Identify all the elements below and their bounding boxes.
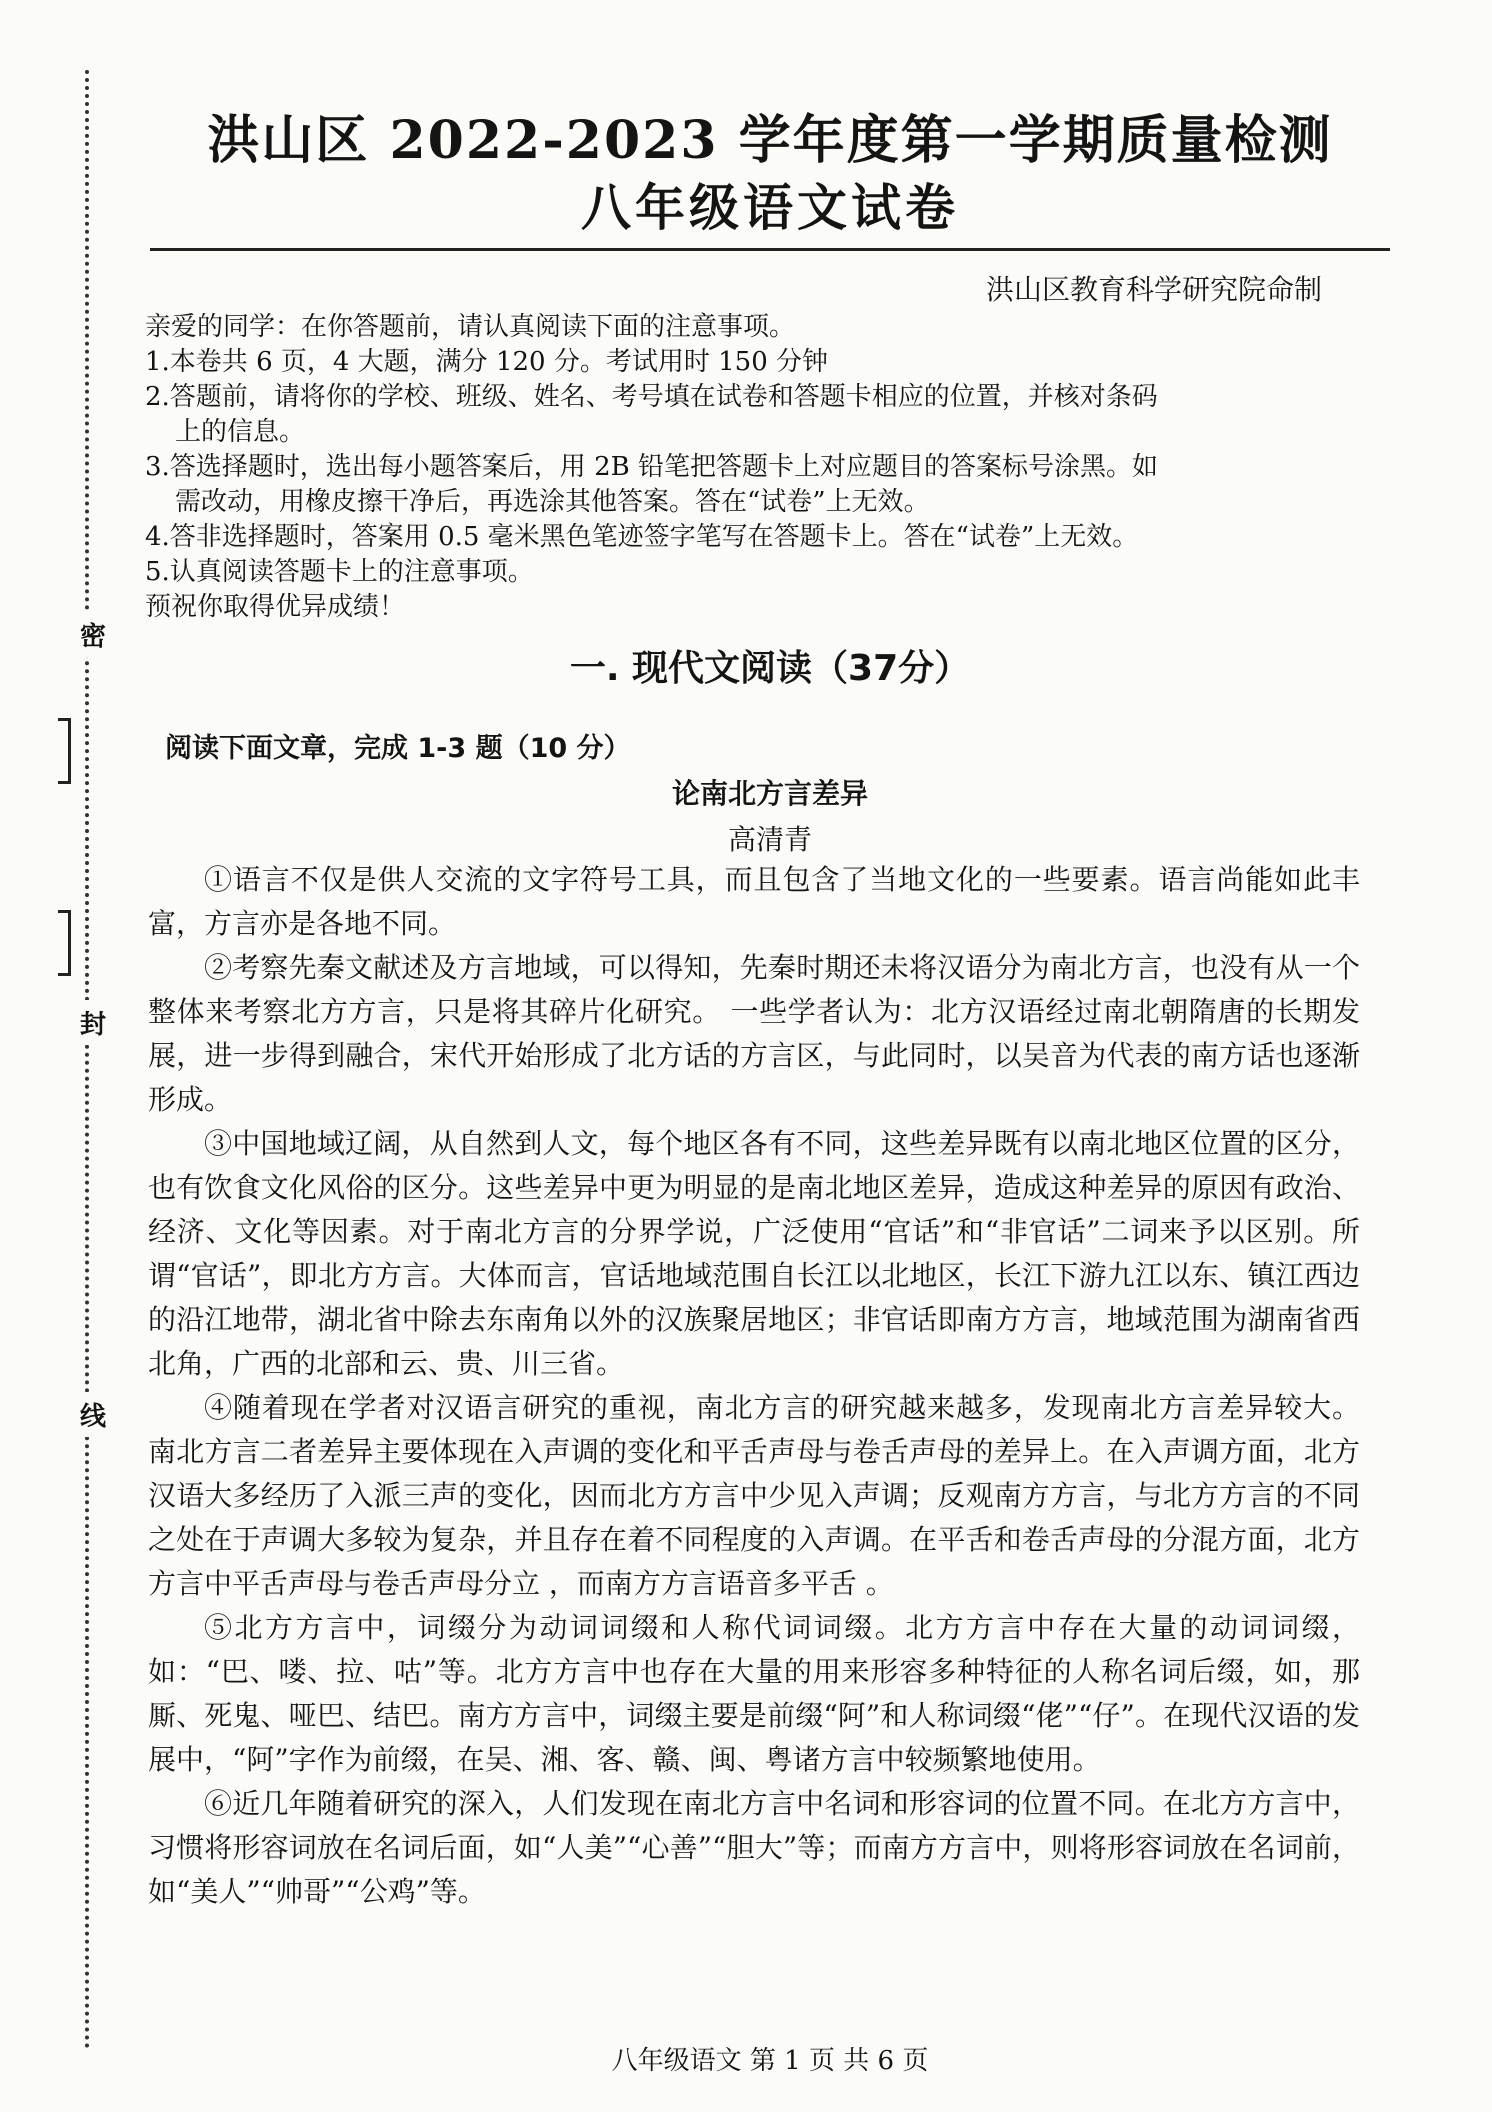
binding-bracket-top [58, 718, 71, 784]
exam-title-line2: 八年级语文试卷 [581, 178, 959, 237]
notice-block [145, 310, 1345, 625]
page-footer: 八年级语文 第 1 页 共 6 页 [611, 2046, 929, 2076]
notice-item: 3.答选择题时，选出每小题答案后，用 2B 铅笔把答题卡上对应题目的答案标号涂黑。如 [145, 452, 1158, 482]
notice-item: 4.答非选择题时，答案用 0.5 毫米黑色笔迹签字笔写在答题卡上。答在“试卷”上无效。 [145, 522, 1139, 552]
paragraph-6: ⑥近几年随着研究的深入，人们发现在南北方言中名词和形容词的位置不同。在北方方言中，习惯将形容词放在名词后面，如“人美”“心善”“胆大”等；而南方方言中，则将形容词放在名词前，如“美人”“帅哥”“公鸡”等。 [148, 1787, 1360, 1908]
title-rule [150, 248, 1390, 251]
article-title: 论南北方言差异 [671, 777, 868, 810]
notice-closing: 预祝你取得优异成绩！ [145, 592, 406, 622]
article-body [148, 858, 1360, 1914]
exam-title-line1: 洪山区 2022-2023 学年度第一学期质量检测 [207, 110, 1333, 171]
notice-item: 1.本卷共 6 页，4 大题，满分 120 分。考试用时 150 分钟 [145, 347, 828, 377]
notice-item: 5.认真阅读答题卡上的注意事项。 [145, 557, 534, 587]
article-author: 高清青 [727, 823, 812, 856]
paragraph-4: ④随着现在学者对汉语言研究的重视，南北方言的研究越来越多，发现南北方言差异较大。 南北方言二者差异主要体现在入声调的变化和平舌声母与卷舌声母的差异上。在入声调方面，北方汉语大多经历了入派三声的变化，因而北方方言中少见入声调；反观南方方言，与北方方言的不同之处在于声调大多较为复杂，并且存在着不同程度的入声调。在平舌和卷舌声母的分混方面，北方方言中平舌声母与卷舌声母分立 ，而南方方言语音多平舌 。 [148, 1391, 1360, 1600]
paragraph-1: ①语言不仅是供人交流的文字符号工具，而且包含了当地文化的一些要素。语言尚能如此丰富，方言亦是各地不同。 [148, 863, 1360, 940]
binding-feng-char: 封 [80, 1000, 106, 1045]
paragraph-5: ⑤北方方言中，词缀分为动词词缀和人称代词词缀。北方方言中存在大量的动词词缀，如：“巴、喽、拉、咕”等。北方方言中也存在大量的用来形容多种特征的人称名词后缀，如，那厮、死鬼、哑巴、结巴。南方方言中，词缀主要是前缀“阿”和人称词缀“佬”“仔”。在现代汉语的发展中，“阿”字作为前缀，在吴、湘、客、赣、闽、粤诸方言中较频繁地使用。 [148, 1611, 1360, 1776]
paragraph-3: ③中国地域辽阔，从自然到人文，每个地区各有不同，这些差异既有以南北地区位置的区分，也有饮食文化风俗的区分。这些差异中更为明显的是南北地区差异，造成这种差异的原因有政治、经济、文化等因素。对于南北方言的分界学说，广泛使用“官话”和“非官话”二词来予以区别。所谓“官话”，即北方方言。大体而言，官话地域范围自长江以北地区，长江下游九江以东、镇江西边的沿江地带，湖北省中除去东南角以外的汉族聚居地区；非官话即南方方言，地域范围为湖南省西北角，广西的北部和云、贵、川三省。 [148, 1127, 1360, 1380]
reading-instruction: 阅读下面文章，完成 1-3 题（10 分） [165, 733, 631, 764]
section-title: 一. 现代文阅读（37分） [569, 648, 971, 689]
binding-xian-char: 线 [80, 1392, 106, 1437]
binding-bracket-mid [58, 910, 71, 976]
paragraph-2: ②考察先秦文献述及方言地域，可以得知，先秦时期还未将汉语分为南北方言，也没有从一个整体来考察北方方言，只是将其碎片化研究。 一些学者认为：北方汉语经过南北朝隋唐的长期发展，进一步得到融合，宋代开始形成了北方话的方言区，与此同时，以吴音为代表的南方话也逐渐形成。 [148, 951, 1360, 1116]
issuing-authority: 洪山区教育科学研究院命制 [985, 273, 1322, 306]
notice-item: 上的信息。 [175, 417, 306, 447]
notice-greeting: 亲爱的同学：在你答题前，请认真阅读下面的注意事项。 [145, 312, 796, 342]
binding-mi-char: 密 [80, 612, 106, 657]
binding-line [85, 70, 109, 2050]
notice-item: 需改动，用橡皮擦干净后，再选涂其他答案。答在“试卷”上无效。 [175, 487, 930, 517]
notice-item: 2.答题前，请将你的学校、班级、姓名、考号填在试卷和答题卡相应的位置，并核对条码 [145, 382, 1158, 412]
